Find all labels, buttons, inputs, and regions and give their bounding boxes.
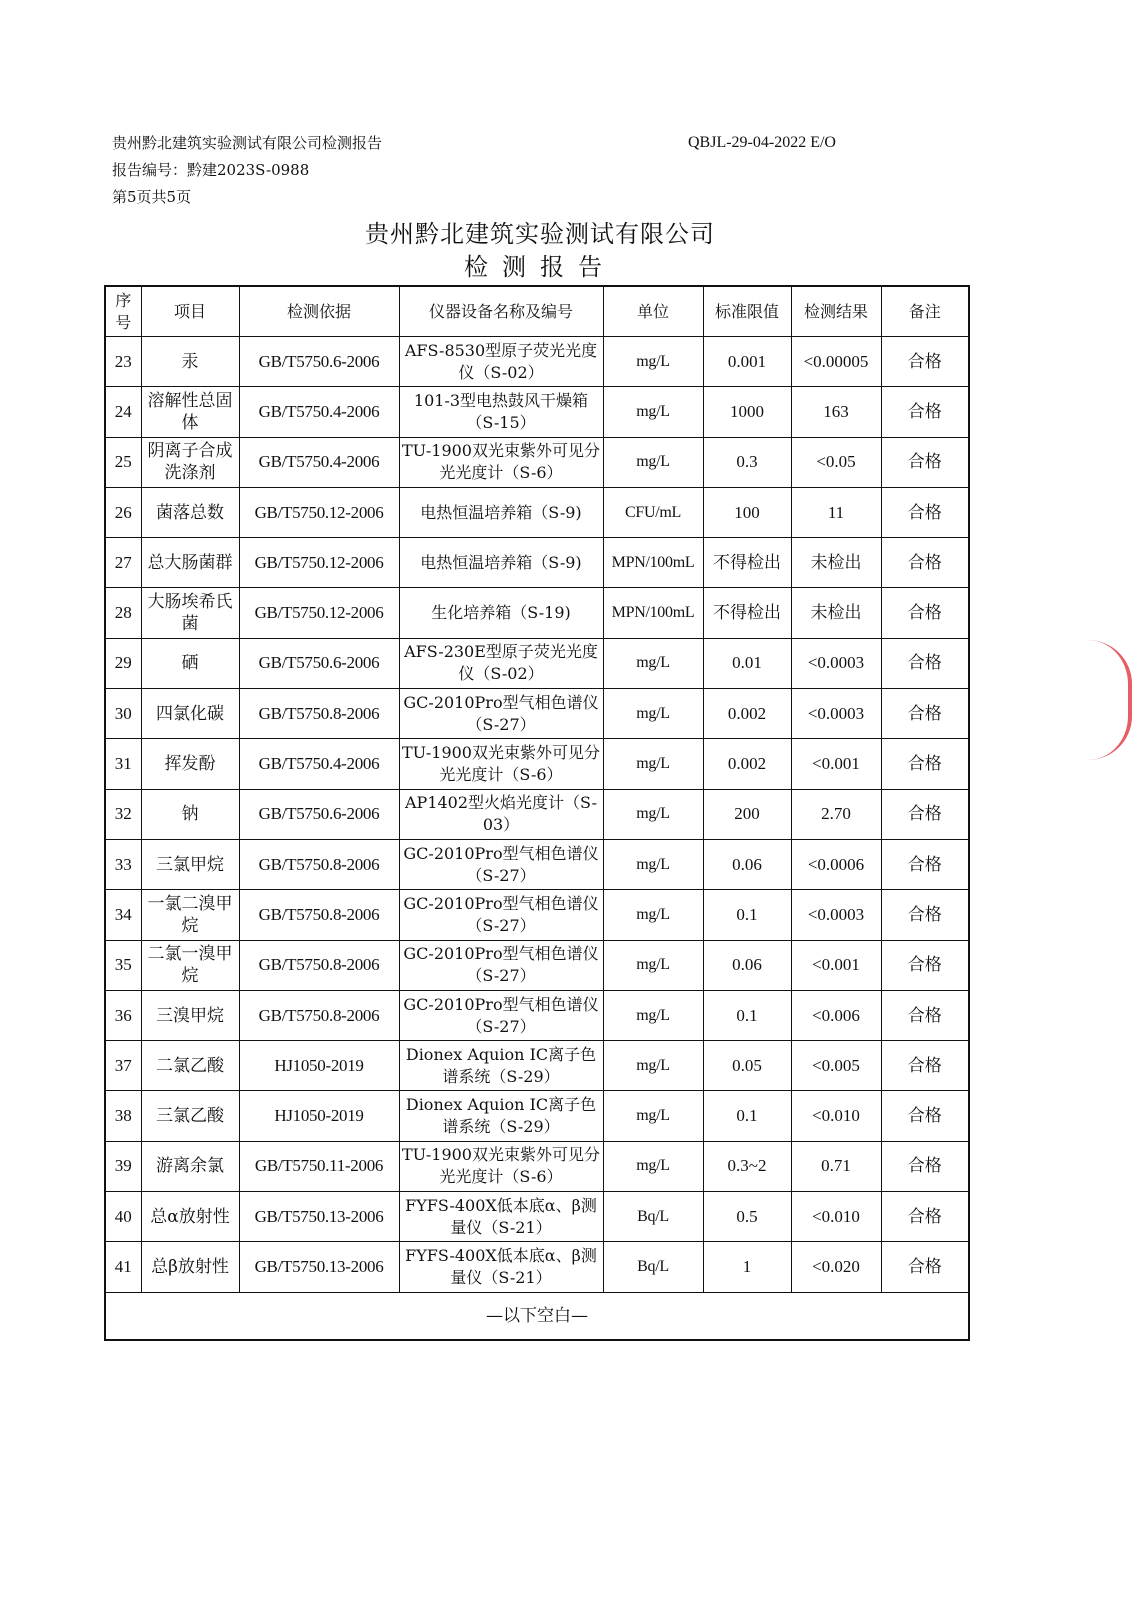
cell-method: GB/T5750.12-2006 [239, 588, 399, 638]
cell-item: 二氯乙酸 [141, 1041, 239, 1091]
cell-result: 11 [791, 487, 881, 537]
cell-remark: 合格 [881, 638, 969, 688]
cell-limit: 0.01 [703, 638, 791, 688]
cell-instrument: Dionex Aquion IC离子色谱系统（S-29） [399, 1091, 603, 1141]
cell-unit: mg/L [603, 789, 703, 839]
cell-limit: 0.001 [703, 337, 791, 387]
cell-remark: 合格 [881, 990, 969, 1040]
cell-method: GB/T5750.6-2006 [239, 638, 399, 688]
cell-result: <0.001 [791, 739, 881, 789]
cell-seq: 41 [105, 1242, 141, 1292]
header-result: 检测结果 [791, 286, 881, 337]
cell-limit: 不得检出 [703, 588, 791, 638]
cell-unit: mg/L [603, 689, 703, 739]
cell-method: GB/T5750.13-2006 [239, 1242, 399, 1292]
table-row [105, 588, 969, 638]
cell-remark: 合格 [881, 538, 969, 588]
cell-method: GB/T5750.11-2006 [239, 1141, 399, 1191]
cell-result: <0.010 [791, 1192, 881, 1242]
cell-method: GB/T5750.8-2006 [239, 689, 399, 739]
cell-item: 三氯乙酸 [141, 1091, 239, 1141]
cell-item: 菌落总数 [141, 487, 239, 537]
cell-item: 挥发酚 [141, 739, 239, 789]
cell-item: 总α放射性 [141, 1192, 239, 1242]
blank-below-note: —以下空白— [105, 1292, 969, 1340]
cell-unit: mg/L [603, 990, 703, 1040]
cell-result: 0.71 [791, 1141, 881, 1191]
cell-unit: mg/L [603, 387, 703, 437]
cell-instrument: 生化培养箱（S-19) [399, 588, 603, 638]
cell-unit: Bq/L [603, 1192, 703, 1242]
cell-item: 总β放射性 [141, 1242, 239, 1292]
cell-instrument: 电热恒温培养箱（S-9) [399, 487, 603, 537]
cell-result: <0.05 [791, 437, 881, 487]
cell-remark: 合格 [881, 789, 969, 839]
cell-seq: 26 [105, 487, 141, 537]
cell-item: 总大肠菌群 [141, 538, 239, 588]
stamp-edge-mark [1088, 640, 1132, 760]
table-row [105, 689, 969, 739]
cell-instrument: Dionex Aquion IC离子色谱系统（S-29） [399, 1041, 603, 1091]
cell-unit: MPN/100mL [603, 538, 703, 588]
cell-seq: 24 [105, 387, 141, 437]
cell-method: GB/T5750.4-2006 [239, 387, 399, 437]
cell-result: <0.006 [791, 990, 881, 1040]
cell-seq: 28 [105, 588, 141, 638]
report-title-company: 贵州黔北建筑实验测试有限公司 [365, 220, 715, 248]
cell-limit: 1 [703, 1242, 791, 1292]
cell-result: <0.0003 [791, 890, 881, 940]
cell-method: GB/T5750.6-2006 [239, 789, 399, 839]
table-row [105, 789, 969, 839]
table-row [105, 437, 969, 487]
cell-remark: 合格 [881, 739, 969, 789]
cell-instrument: FYFS-400X低本底α、β测量仪（S-21） [399, 1192, 603, 1242]
cell-item: 游离余氯 [141, 1141, 239, 1191]
cell-result: <0.0006 [791, 839, 881, 889]
table-row [105, 1041, 969, 1091]
cell-limit: 0.1 [703, 890, 791, 940]
cell-seq: 29 [105, 638, 141, 688]
cell-seq: 38 [105, 1091, 141, 1141]
cell-seq: 31 [105, 739, 141, 789]
header-document-code: QBJL-29-04-2022 E/O [688, 134, 836, 151]
cell-remark: 合格 [881, 1091, 969, 1141]
cell-result: <0.0003 [791, 689, 881, 739]
cell-unit: mg/L [603, 1091, 703, 1141]
table-row [105, 638, 969, 688]
cell-unit: mg/L [603, 940, 703, 990]
cell-instrument: GC-2010Pro型气相色谱仪（S-27） [399, 990, 603, 1040]
cell-item: 阴离子合成洗涤剂 [141, 437, 239, 487]
cell-unit: mg/L [603, 437, 703, 487]
cell-unit: mg/L [603, 739, 703, 789]
header-seq: 序号 [105, 286, 141, 337]
header-instrument: 仪器设备名称及编号 [399, 286, 603, 337]
cell-method: GB/T5750.12-2006 [239, 538, 399, 588]
cell-remark: 合格 [881, 487, 969, 537]
cell-limit: 0.3~2 [703, 1141, 791, 1191]
header-method: 检测依据 [239, 286, 399, 337]
cell-instrument: GC-2010Pro型气相色谱仪（S-27） [399, 839, 603, 889]
cell-unit: mg/L [603, 1041, 703, 1091]
cell-result: <0.010 [791, 1091, 881, 1141]
table-row [105, 1091, 969, 1141]
cell-item: 溶解性总固体 [141, 387, 239, 437]
cell-item: 汞 [141, 337, 239, 387]
table-row [105, 739, 969, 789]
cell-method: GB/T5750.4-2006 [239, 739, 399, 789]
cell-item: 大肠埃希氏菌 [141, 588, 239, 638]
cell-instrument: 101-3型电热鼓风干燥箱（S-15） [399, 387, 603, 437]
cell-remark: 合格 [881, 689, 969, 739]
cell-remark: 合格 [881, 839, 969, 889]
cell-instrument: AP1402型火焰光度计（S-03） [399, 789, 603, 839]
report-title-type: 检测报告 [464, 253, 616, 281]
cell-limit: 0.06 [703, 839, 791, 889]
cell-limit: 0.1 [703, 990, 791, 1040]
cell-result: <0.020 [791, 1242, 881, 1292]
cell-remark: 合格 [881, 387, 969, 437]
table-row [105, 890, 969, 940]
cell-limit: 0.1 [703, 1091, 791, 1141]
cell-item: 四氯化碳 [141, 689, 239, 739]
cell-unit: mg/L [603, 1141, 703, 1191]
cell-seq: 25 [105, 437, 141, 487]
cell-seq: 35 [105, 940, 141, 990]
cell-item: 硒 [141, 638, 239, 688]
table-footer-row [105, 1292, 969, 1340]
cell-limit: 0.3 [703, 437, 791, 487]
header-remark: 备注 [881, 286, 969, 337]
cell-remark: 合格 [881, 588, 969, 638]
cell-unit: Bq/L [603, 1242, 703, 1292]
cell-instrument: FYFS-400X低本底α、β测量仪（S-21） [399, 1242, 603, 1292]
cell-instrument: 电热恒温培养箱（S-9) [399, 538, 603, 588]
header-limit: 标准限值 [703, 286, 791, 337]
table-row [105, 1192, 969, 1242]
cell-method: HJ1050-2019 [239, 1091, 399, 1141]
table-header-row [105, 286, 969, 337]
cell-seq: 36 [105, 990, 141, 1040]
cell-method: HJ1050-2019 [239, 1041, 399, 1091]
header-page-number: 第5页共5页 [112, 188, 192, 206]
cell-remark: 合格 [881, 890, 969, 940]
cell-unit: mg/L [603, 890, 703, 940]
cell-seq: 39 [105, 1141, 141, 1191]
table-row [105, 1242, 969, 1292]
cell-limit: 100 [703, 487, 791, 537]
cell-result: 未检出 [791, 588, 881, 638]
cell-item: 钠 [141, 789, 239, 839]
cell-remark: 合格 [881, 1141, 969, 1191]
cell-instrument: AFS-230E型原子荧光光度仪（S-02） [399, 638, 603, 688]
cell-instrument: GC-2010Pro型气相色谱仪（S-27） [399, 890, 603, 940]
table-row [105, 337, 969, 387]
cell-seq: 40 [105, 1192, 141, 1242]
cell-method: GB/T5750.8-2006 [239, 990, 399, 1040]
cell-method: GB/T5750.12-2006 [239, 487, 399, 537]
cell-remark: 合格 [881, 1192, 969, 1242]
table-row [105, 487, 969, 537]
cell-result: 2.70 [791, 789, 881, 839]
cell-instrument: AFS-8530型原子荧光光度仪（S-02） [399, 337, 603, 387]
cell-instrument: TU-1900双光束紫外可见分光光度计（S-6） [399, 437, 603, 487]
cell-result: <0.00005 [791, 337, 881, 387]
table-row [105, 387, 969, 437]
table-row [105, 839, 969, 889]
cell-method: GB/T5750.6-2006 [239, 337, 399, 387]
results-table [104, 285, 970, 1341]
cell-unit: CFU/mL [603, 487, 703, 537]
cell-method: GB/T5750.8-2006 [239, 940, 399, 990]
cell-limit: 0.05 [703, 1041, 791, 1091]
cell-limit: 200 [703, 789, 791, 839]
cell-seq: 32 [105, 789, 141, 839]
cell-result: <0.001 [791, 940, 881, 990]
table-row [105, 940, 969, 990]
cell-result: <0.005 [791, 1041, 881, 1091]
table-row [105, 990, 969, 1040]
cell-limit: 0.06 [703, 940, 791, 990]
cell-instrument: GC-2010Pro型气相色谱仪（S-27） [399, 940, 603, 990]
cell-unit: mg/L [603, 839, 703, 889]
cell-method: GB/T5750.13-2006 [239, 1192, 399, 1242]
cell-limit: 0.5 [703, 1192, 791, 1242]
header-item: 项目 [141, 286, 239, 337]
cell-result: <0.0003 [791, 638, 881, 688]
cell-method: GB/T5750.8-2006 [239, 839, 399, 889]
cell-remark: 合格 [881, 1242, 969, 1292]
cell-method: GB/T5750.4-2006 [239, 437, 399, 487]
header-unit: 单位 [603, 286, 703, 337]
cell-instrument: TU-1900双光束紫外可见分光光度计（S-6） [399, 1141, 603, 1191]
cell-item: 二氯一溴甲烷 [141, 940, 239, 990]
cell-item: 三氯甲烷 [141, 839, 239, 889]
cell-remark: 合格 [881, 1041, 969, 1091]
cell-result: 163 [791, 387, 881, 437]
cell-unit: mg/L [603, 638, 703, 688]
cell-item: 三溴甲烷 [141, 990, 239, 1040]
cell-seq: 30 [105, 689, 141, 739]
cell-limit: 不得检出 [703, 538, 791, 588]
table-row [105, 1141, 969, 1191]
table-row [105, 538, 969, 588]
cell-result: 未检出 [791, 538, 881, 588]
cell-unit: MPN/100mL [603, 588, 703, 638]
cell-limit: 1000 [703, 387, 791, 437]
cell-method: GB/T5750.8-2006 [239, 890, 399, 940]
header-report-number: 报告编号：黔建2023S-0988 [112, 161, 310, 179]
cell-remark: 合格 [881, 940, 969, 990]
cell-item: 一氯二溴甲烷 [141, 890, 239, 940]
cell-remark: 合格 [881, 337, 969, 387]
cell-seq: 34 [105, 890, 141, 940]
cell-instrument: TU-1900双光束紫外可见分光光度计（S-6） [399, 739, 603, 789]
cell-seq: 33 [105, 839, 141, 889]
cell-seq: 23 [105, 337, 141, 387]
cell-unit: mg/L [603, 337, 703, 387]
cell-limit: 0.002 [703, 739, 791, 789]
cell-instrument: GC-2010Pro型气相色谱仪（S-27） [399, 689, 603, 739]
cell-seq: 37 [105, 1041, 141, 1091]
cell-remark: 合格 [881, 437, 969, 487]
cell-seq: 27 [105, 538, 141, 588]
header-company-line: 贵州黔北建筑实验测试有限公司检测报告 [112, 134, 383, 152]
cell-limit: 0.002 [703, 689, 791, 739]
